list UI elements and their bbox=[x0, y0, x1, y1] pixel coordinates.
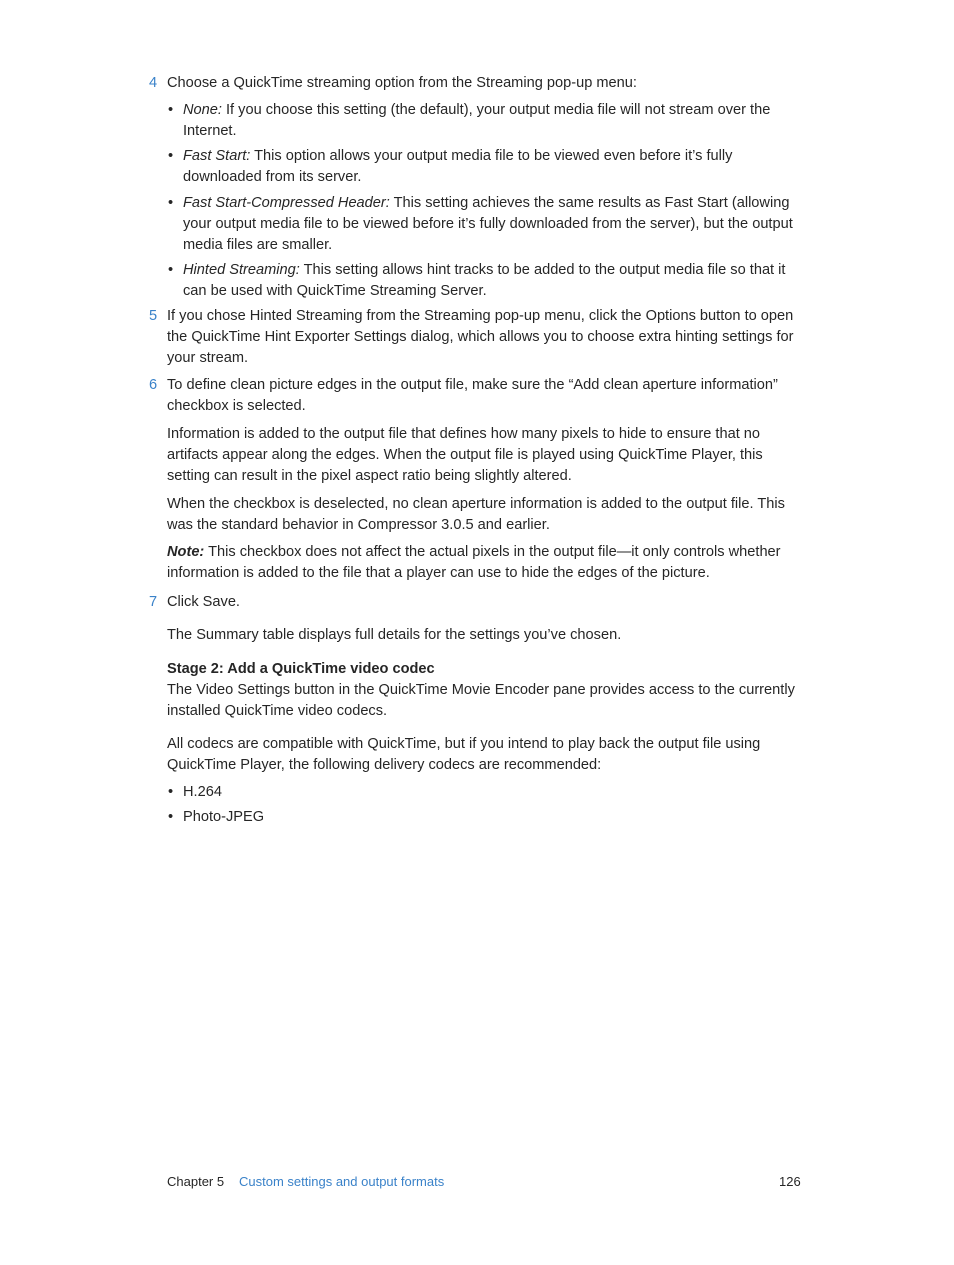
paragraph: The Summary table displays full details for the settings you’ve chosen. bbox=[167, 627, 622, 643]
bullet-icon: • bbox=[168, 102, 174, 118]
step-number: 7 bbox=[149, 594, 158, 610]
step-text: If you chose Hinted Streaming from the Streaming pop-up menu, click the Options button to open the QuickTime Hint Exporter Settings dialog, which allows you to choose extra hinting settings for your stream. bbox=[167, 308, 794, 366]
bullet-icon: • bbox=[168, 784, 174, 800]
step-text: Click Save. bbox=[167, 594, 240, 610]
note bbox=[167, 542, 807, 584]
bullet-text: This setting allows hint tracks to be added to the output media file so that it can be used with QuickTime Streaming Server. bbox=[183, 262, 786, 299]
footer-chapter-label: Chapter 5 bbox=[167, 1174, 225, 1189]
list-item bbox=[183, 146, 808, 188]
bullet-icon: • bbox=[168, 809, 174, 825]
page-number: 126 bbox=[779, 1174, 801, 1189]
bullet-text: This setting achieves the same results as Fast Start (allowing your output media file to be viewed before it’s fully downloaded from the server), but the output media files are smaller. bbox=[183, 195, 793, 253]
list-item: H.264 bbox=[183, 784, 222, 800]
bullet-term: Fast Start: bbox=[183, 148, 251, 164]
list-item bbox=[183, 193, 808, 256]
step-text: Choose a QuickTime streaming option from the Streaming pop-up menu: bbox=[167, 75, 637, 91]
bullet-text: This option allows your output media file to be viewed even before it’s fully downloaded from its server. bbox=[183, 148, 733, 185]
bullet-term: None: bbox=[183, 102, 222, 118]
paragraph: When the checkbox is deselected, no clean aperture information is added to the output file. This was the standard behavior in Compressor 3.0.5 and earlier. bbox=[167, 496, 785, 533]
note-text: This checkbox does not affect the actual pixels in the output file—it only controls whether information is added to the file that a player can use to hide the edges of the picture. bbox=[167, 544, 781, 581]
step-number: 5 bbox=[149, 308, 158, 324]
footer-chapter-link[interactable]: Custom settings and output formats bbox=[239, 1174, 445, 1189]
list-item: Photo-JPEG bbox=[183, 809, 265, 825]
step-number: 6 bbox=[149, 377, 158, 393]
bullet-icon: • bbox=[168, 195, 174, 211]
list-item bbox=[183, 260, 808, 302]
step-number: 4 bbox=[149, 75, 158, 91]
paragraph: All codecs are compatible with QuickTime, but if you intend to play back the output file using QuickTime Player, the following delivery codecs are recommended: bbox=[167, 736, 761, 773]
bullet-icon: • bbox=[168, 148, 174, 164]
section-heading: Stage 2: Add a QuickTime video codec bbox=[167, 661, 435, 677]
step-text: To define clean picture edges in the output file, make sure the “Add clean aperture information” checkbox is selected. bbox=[167, 377, 778, 414]
paragraph: Information is added to the output file that defines how many pixels to hide to ensure that no artifacts appear along the edges. When the output file is played using QuickTime Player, this setting can result in the pixel aspect ratio being slightly altered. bbox=[167, 426, 763, 484]
bullet-icon: • bbox=[168, 262, 174, 278]
note-label: Note: bbox=[167, 544, 205, 560]
bullet-term: Fast Start-Compressed Header: bbox=[183, 195, 390, 211]
bullet-text: If you choose this setting (the default), your output media file will not stream over the Internet. bbox=[183, 102, 771, 139]
bullet-term: Hinted Streaming: bbox=[183, 262, 300, 278]
list-item bbox=[183, 100, 808, 142]
paragraph: The Video Settings button in the QuickTime Movie Encoder pane provides access to the currently installed QuickTime video codecs. bbox=[167, 682, 795, 719]
